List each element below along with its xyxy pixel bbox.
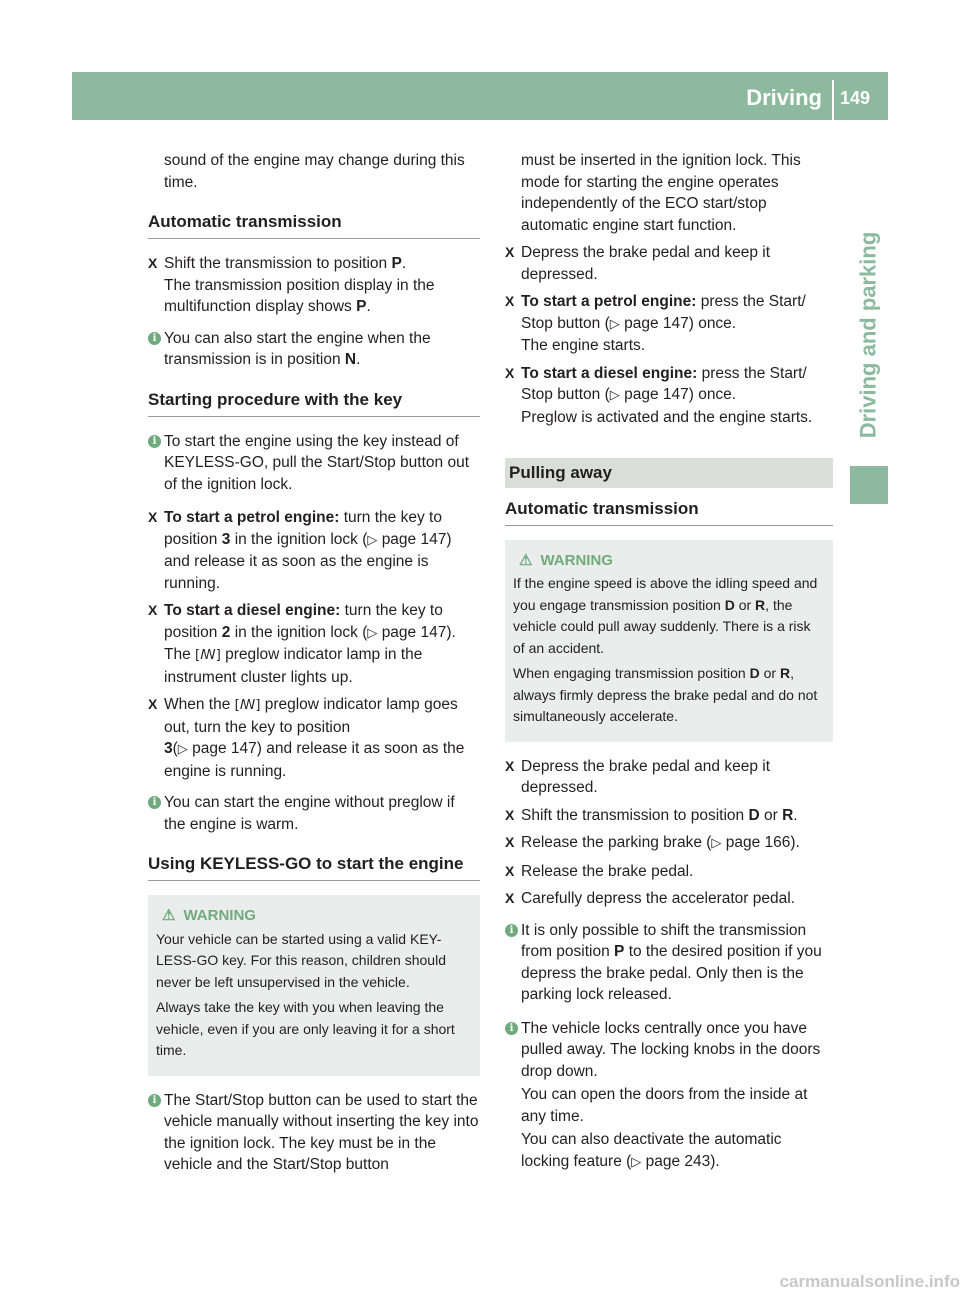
list-item: X To start a petrol engine: turn the key to position 3 in the ignition lock (▷ page 147) and release it as soon as the engine is running. <box>148 509 452 592</box>
step-arrow-icon: X <box>505 244 515 260</box>
page-ref-link[interactable]: page 147) and release it as soon as the engine is running. <box>164 740 465 780</box>
step-arrow-icon: X <box>148 255 158 271</box>
info-text: You can open the doors from the inside at any time. <box>521 1086 808 1125</box>
page-header-title: Driving <box>746 85 822 110</box>
page-ref-arrow-icon: ▷ <box>367 532 378 548</box>
section-heading-pulling-away: Pulling away <box>505 458 833 488</box>
preglow-lamp-icon: [ꟿ] <box>195 648 221 663</box>
warning-triangle-icon: ⚠ <box>162 907 176 924</box>
preglow-lamp-icon: [ꟿ] <box>234 698 261 713</box>
step-arrow-icon: X <box>148 602 158 618</box>
heading-keyless-go: Using KEYLESS-GO to start the engine <box>148 853 480 881</box>
step-arrow-icon: X <box>505 757 515 774</box>
info-note: i You can also start the engine when the transmission is in position N. <box>148 328 480 371</box>
list-item: X To start a petrol engine: press the Start/ Stop button (▷ page 147) once. The engine starts. <box>505 293 806 354</box>
list-item: X To start a diesel engine: turn the key to position 2 in the ignition lock (▷ page 147). The [ꟿ] preglow indicator lamp in the instrument cluster lights up. <box>148 602 456 686</box>
list-item: X When the [ꟿ] preglow indicator lamp goes out, turn the key to position 3(▷ page 147) and release it as soon as the engine is running. <box>148 696 465 780</box>
info-note: i You can start the engine without preglow if the engine is warm. <box>148 792 480 835</box>
page-ref-arrow-icon: ▷ <box>609 388 620 403</box>
page-ref-arrow-icon: ▷ <box>609 316 620 332</box>
list-item: X To start a diesel engine: press the Start/ Stop button (▷ page 147) once. Preglow is activated and the engine starts. <box>505 364 813 426</box>
list-item: X Release the brake pedal. <box>505 861 833 883</box>
warning-box <box>505 540 833 742</box>
heading-automatic-transmission: Automatic transmission <box>148 211 480 239</box>
warning-text: When engaging transmission position D or R, always firmly depress the brake pedal and do not simultaneously accelerate. <box>513 665 818 724</box>
list-item: X Depress the brake pedal and keep it depressed. <box>505 757 771 796</box>
list-item: X Release the parking brake (▷ page 166). <box>505 832 833 855</box>
right-column <box>505 150 833 1185</box>
left-column <box>148 150 480 1188</box>
page-ref-link[interactable]: page 166). <box>725 834 800 851</box>
side-tab-label: Driving and parking <box>855 231 880 439</box>
step-arrow-icon: X <box>505 890 515 906</box>
intro-paragraph: sound of the engine may change during this time. <box>164 152 465 191</box>
info-icon: i <box>505 1022 518 1035</box>
page-ref-arrow-icon: ▷ <box>367 625 378 641</box>
heading-starting-with-key: Starting procedure with the key <box>148 389 480 417</box>
side-tab <box>848 210 888 460</box>
page-ref-link[interactable]: page 147). <box>381 623 456 641</box>
info-icon: i <box>148 435 161 448</box>
warning-box <box>148 895 480 1076</box>
step-arrow-icon: X <box>505 834 515 850</box>
step-arrow-icon: X <box>148 696 158 712</box>
list-item: X Shift the transmission to position P. The transmission position display in the multifunction display shows P. <box>148 255 435 315</box>
info-text: You can also deactivate the automatic locking feature (▷ page 243). <box>521 1131 782 1170</box>
info-note: i The vehicle locks centrally once you have pulled away. The locking knobs in the doors drop down. You can open the doors from the inside at any time. You can also deactivate the automatic locking feature (▷ page 243). <box>505 1018 833 1174</box>
info-note: i It is only possible to shift the transmission from position P to the desired position if you depress the brake pedal. Only then is the parking lock released. <box>505 920 833 1006</box>
warning-text: Your vehicle can be started using a valid KEY-LESS-GO key. For this reason, children should never be left unsupervised in the vehicle. <box>156 930 446 990</box>
info-note: i The Start/Stop button can be used to start the vehicle manually without inserting the key into the ignition lock. The key must be in the vehicle and the Start/Stop button <box>148 1090 480 1176</box>
warning-header: ⚠ WARNING <box>519 551 613 569</box>
step-arrow-icon: X <box>505 293 515 309</box>
list-item: X Depress the brake pedal and keep it depressed. <box>505 244 771 283</box>
warning-text: Always take the key with you when leaving the vehicle, even if you are only leaving it for a short time. <box>156 999 455 1058</box>
warning-triangle-icon: ⚠ <box>519 551 533 569</box>
page-ref-link[interactable]: page 243). <box>645 1152 720 1170</box>
list-item: X Carefully depress the accelerator pedal. <box>505 888 833 910</box>
page-ref-link[interactable]: page 147) once. <box>624 386 737 403</box>
step-arrow-icon: X <box>505 862 515 879</box>
step-arrow-icon: X <box>505 364 515 381</box>
side-tab-marker <box>850 466 888 504</box>
heading-automatic-transmission: Automatic transmission <box>505 498 833 526</box>
list-item: X Shift the transmission to position D or R. <box>505 805 833 827</box>
continued-paragraph: must be inserted in the ignition lock. This mode for starting the engine operates independently of the ECO start/stop automatic engine start function. <box>521 152 801 234</box>
page-ref-link[interactable]: page 147) and release it as soon as the engine is running. <box>164 530 452 592</box>
step-arrow-icon: X <box>148 509 158 525</box>
watermark: carmanualsonline.info <box>779 1272 960 1291</box>
info-icon: i <box>148 332 161 345</box>
info-icon: i <box>148 1094 161 1107</box>
page-ref-arrow-icon: ▷ <box>631 1154 642 1170</box>
warning-header: ⚠ WARNING <box>162 907 256 924</box>
info-icon: i <box>505 924 518 937</box>
warning-text: If the engine speed is above the idling speed and you engage transmission position D or R, the vehicle could pull away suddenly. There is a risk of an accident. <box>513 575 818 656</box>
info-note: i To start the engine using the key instead of KEYLESS-GO, pull the Start/Stop button out of the ignition lock. <box>148 431 480 496</box>
step-arrow-icon: X <box>505 806 515 823</box>
page-ref-arrow-icon: ▷ <box>711 836 722 851</box>
header-divider <box>832 80 834 120</box>
info-icon: i <box>148 796 161 809</box>
page-ref-arrow-icon: ▷ <box>177 742 188 757</box>
page-number: 149 <box>840 88 871 108</box>
page-ref-link[interactable]: page 147) once. <box>624 314 737 332</box>
